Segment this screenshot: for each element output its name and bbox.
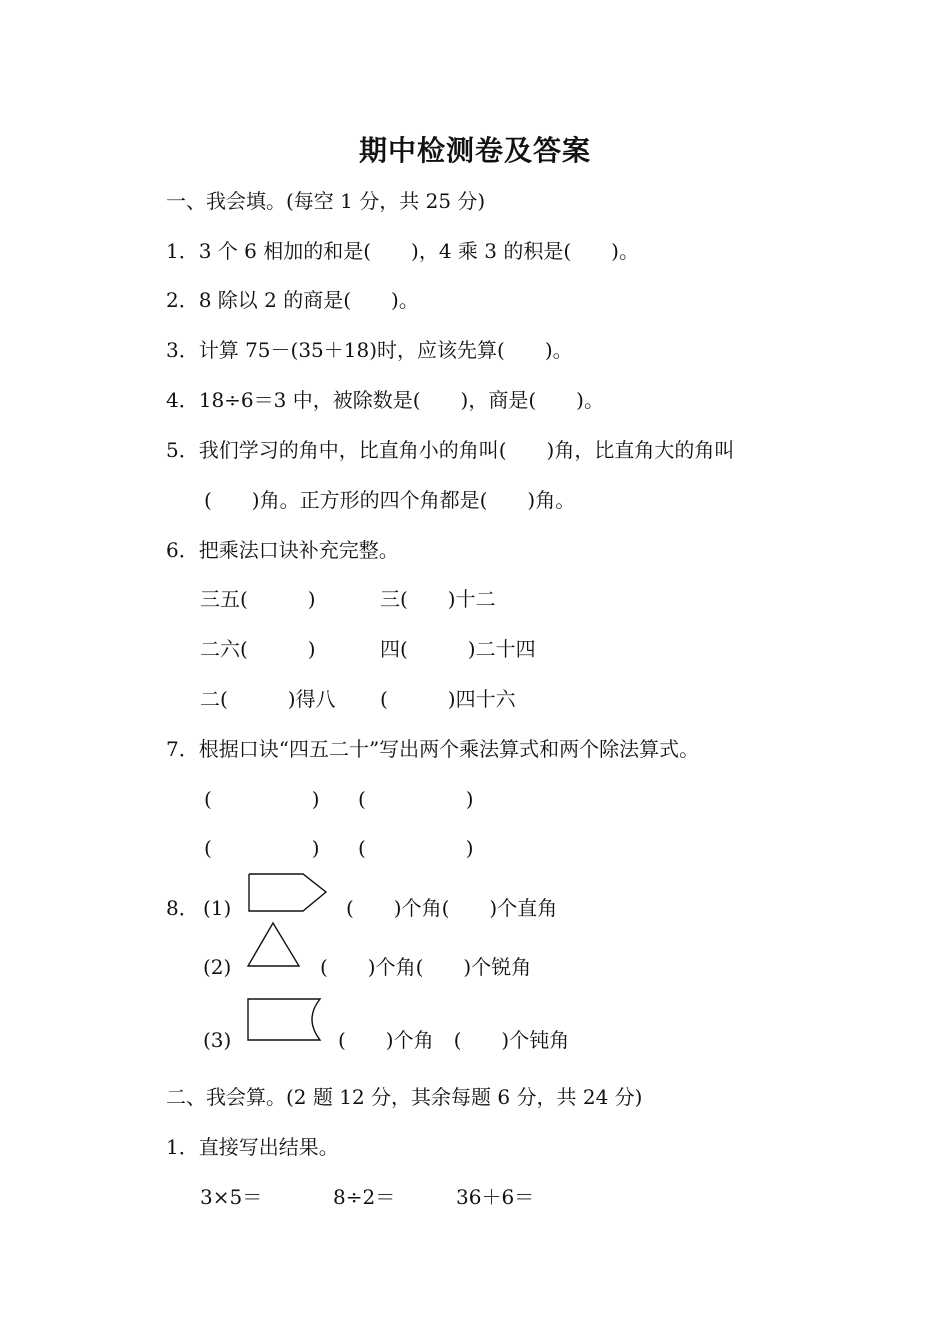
question-1-8-part-3-label: (3) <box>203 1028 232 1052</box>
pentagon-shape <box>245 870 331 916</box>
question-1-5-line-2: ( )角。正方形的四个角都是( )角。 <box>204 488 576 512</box>
question-1-8-part-3-text: ( )个角 ( )个钝角 <box>338 1028 570 1052</box>
section-1-heading: 一、我会填。(每空 1 分，共 25 分) <box>166 189 486 213</box>
page-title: 期中检测卷及答案 <box>358 134 591 167</box>
question-1-1: 1．3 个 6 相加的和是( )，4 乘 3 的积是( )。 <box>166 239 639 263</box>
question-1-7-stem: 7．根据口诀“四五二十”写出两个乘法算式和两个除法算式。 <box>166 737 700 761</box>
question-1-3: 3．计算 75－(35＋18)时，应该先算( )。 <box>166 338 573 362</box>
question-1-8-part-2-label: (2) <box>203 955 232 979</box>
equation-blank: ( ) <box>358 787 474 811</box>
question-1-8-part-1-label: (1) <box>203 896 232 920</box>
multiplication-rhyme-blank: ( )四十六 <box>380 687 516 711</box>
equation-blank: ( ) <box>204 787 320 811</box>
question-1-8-part-1-text: ( )个角( )个直角 <box>346 896 558 920</box>
question-2-1-stem: 1．直接写出结果。 <box>166 1135 339 1159</box>
multiplication-rhyme-blank: 三( )十二 <box>380 587 496 611</box>
question-1-6-stem: 6．把乘法口诀补充完整。 <box>166 538 399 562</box>
calculation-item: 36＋6＝ <box>456 1185 535 1209</box>
multiplication-rhyme-blank: 四( )二十四 <box>380 637 536 661</box>
equation-blank: ( ) <box>358 836 474 860</box>
question-1-5-line-1: 5．我们学习的角中，比直角小的角叫( )角，比直角大的角叫 <box>166 438 735 462</box>
curved-edge-shape <box>244 994 328 1046</box>
section-2-heading: 二、我会算。(2 题 12 分，其余每题 6 分，共 24 分) <box>166 1085 643 1109</box>
multiplication-rhyme-blank: 二六( ) <box>200 637 316 661</box>
question-1-4: 4．18÷6＝3 中，被除数是( )，商是( )。 <box>166 388 604 412</box>
question-1-2: 2．8 除以 2 的商是( )。 <box>166 288 419 312</box>
calculation-item: 8÷2＝ <box>333 1185 396 1209</box>
equation-blank: ( ) <box>204 836 320 860</box>
multiplication-rhyme-blank: 三五( ) <box>200 587 316 611</box>
question-1-8-part-2-text: ( )个角( )个锐角 <box>320 955 532 979</box>
question-1-8-number: 8． <box>166 896 199 920</box>
multiplication-rhyme-blank: 二( )得八 <box>200 687 336 711</box>
triangle-shape <box>244 920 304 970</box>
calculation-item: 3×5＝ <box>200 1185 263 1209</box>
